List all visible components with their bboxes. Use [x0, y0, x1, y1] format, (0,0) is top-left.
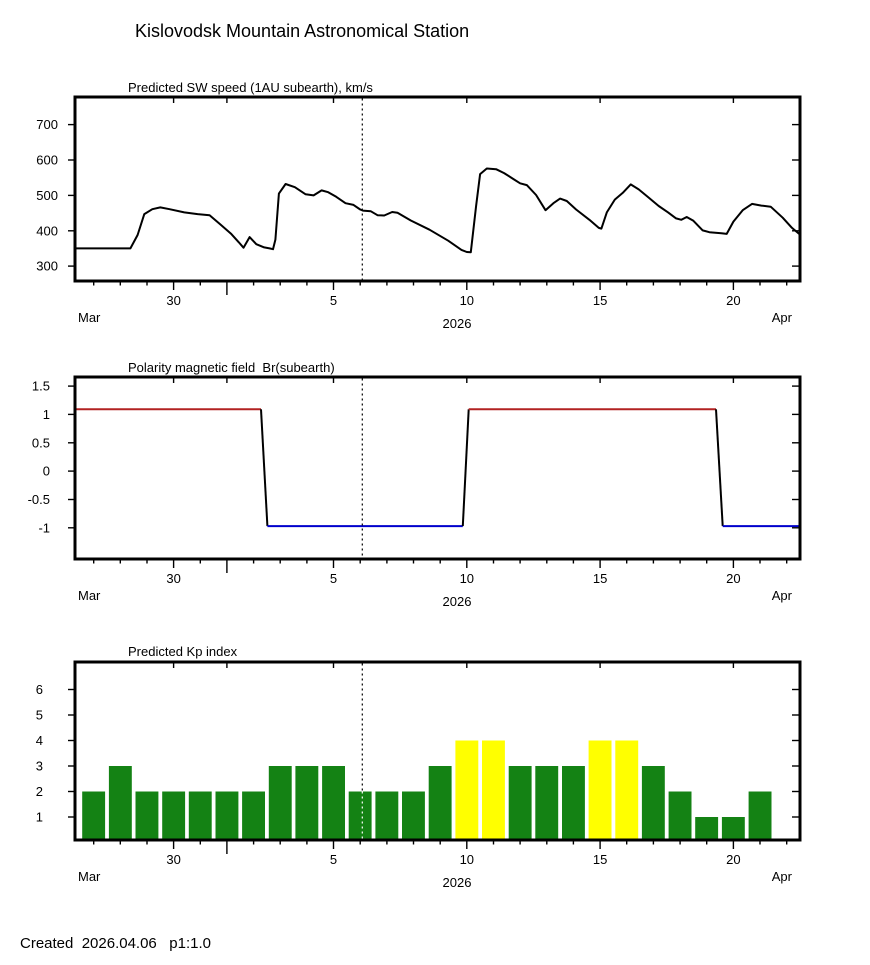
month-label-left: Mar — [78, 310, 101, 325]
axis-ticks — [68, 377, 800, 573]
kp-bar — [749, 792, 772, 842]
polarity-segment-black — [261, 409, 267, 526]
y-tick-label: 1.5 — [31, 378, 50, 394]
month-label-left: Mar — [78, 869, 101, 884]
kp-bar — [482, 741, 505, 842]
kp-bar — [695, 817, 718, 841]
kp-bar — [509, 766, 532, 841]
kp-bar — [269, 766, 292, 841]
y-tick-label: 2 — [35, 784, 43, 799]
polarity-chart-title: Polarity magnetic field Br(subearth) — [128, 360, 335, 375]
axis-frame — [75, 377, 800, 559]
kp-bar — [136, 792, 159, 842]
x-tick-label: 20 — [726, 852, 741, 867]
axis-labels — [28, 379, 793, 609]
y-tick-label: 1 — [42, 406, 50, 422]
x-tick-label: 5 — [329, 571, 338, 586]
sw-speed-chart — [0, 70, 870, 335]
x-tick-label: 15 — [592, 293, 608, 308]
axis-labels — [36, 682, 793, 890]
x-tick-label: 5 — [329, 293, 338, 308]
y-tick-label: 5 — [35, 707, 43, 723]
sw-speed-chart-title: Predicted SW speed (1AU subearth), km/s — [128, 80, 373, 95]
kp-bar — [242, 792, 265, 842]
y-tick-label: 0.5 — [31, 435, 50, 451]
kp-bar — [402, 792, 425, 842]
y-tick-label: 1 — [35, 809, 43, 825]
year-label: 2026 — [442, 875, 472, 890]
axis-frame — [75, 97, 800, 281]
x-tick-label: 30 — [166, 852, 181, 867]
month-label-right: Apr — [771, 588, 792, 603]
y-tick-label: 6 — [35, 682, 43, 697]
x-tick-label: 20 — [726, 293, 741, 308]
kp-bar — [429, 766, 452, 841]
kp-bar — [349, 792, 372, 842]
polarity-chart — [0, 352, 870, 614]
kp-bar — [189, 792, 212, 842]
x-tick-label: 30 — [166, 293, 181, 308]
kp-bar — [642, 766, 665, 841]
axis-labels — [36, 117, 792, 331]
kp-bar — [216, 792, 239, 842]
x-tick-label: 20 — [726, 571, 741, 586]
x-tick-label: 10 — [459, 571, 475, 586]
station-title: Kislovodsk Mountain Astronomical Station — [135, 21, 470, 41]
y-tick-label: 4 — [35, 733, 43, 748]
kp-bar — [375, 792, 398, 842]
kp-bar — [295, 766, 318, 841]
y-tick-label: 300 — [36, 258, 58, 274]
kp-bar — [669, 792, 692, 842]
kp-bar — [615, 741, 638, 842]
x-tick-label: 15 — [592, 852, 608, 867]
polarity-segment-black — [463, 409, 469, 526]
kp-bar — [722, 817, 745, 841]
axis-ticks — [68, 97, 800, 295]
kp-index-chart-title: Predicted Kp index — [128, 644, 238, 659]
kp-bar — [589, 741, 612, 842]
month-label-right: Apr — [771, 869, 792, 884]
kp-bar — [455, 741, 478, 842]
kp-bar — [162, 792, 185, 842]
x-tick-label: 10 — [459, 852, 475, 867]
y-tick-label: 400 — [36, 223, 58, 239]
created-caption: Created 2026.04.06 p1:1.0 — [20, 935, 211, 952]
x-tick-label: 15 — [592, 571, 608, 586]
y-tick-label: -0.5 — [27, 492, 50, 507]
speed-curve — [75, 169, 800, 253]
kp-bar — [109, 766, 132, 841]
y-tick-label: 600 — [36, 152, 58, 168]
year-label: 2026 — [442, 594, 472, 609]
x-tick-label: 10 — [459, 293, 475, 308]
kp-bar — [562, 766, 585, 841]
kp-bar — [535, 766, 558, 841]
month-label-left: Mar — [78, 588, 101, 603]
kp-bar — [322, 766, 345, 841]
y-tick-label: -1 — [38, 520, 50, 536]
y-tick-label: 700 — [36, 117, 58, 133]
y-tick-label: 3 — [35, 758, 43, 774]
step-data-layer — [75, 409, 800, 526]
bar-data-layer — [82, 741, 771, 842]
y-tick-label: 0 — [42, 463, 50, 479]
y-tick-label: 500 — [36, 187, 58, 203]
x-tick-label: 5 — [329, 852, 338, 867]
polarity-segment-black — [716, 409, 723, 526]
month-label-right: Apr — [771, 310, 792, 325]
kp-index-chart — [0, 635, 870, 893]
line-data-layer — [75, 169, 800, 253]
kp-bar — [82, 792, 105, 842]
year-label: 2026 — [442, 316, 472, 331]
x-tick-label: 30 — [166, 571, 181, 586]
